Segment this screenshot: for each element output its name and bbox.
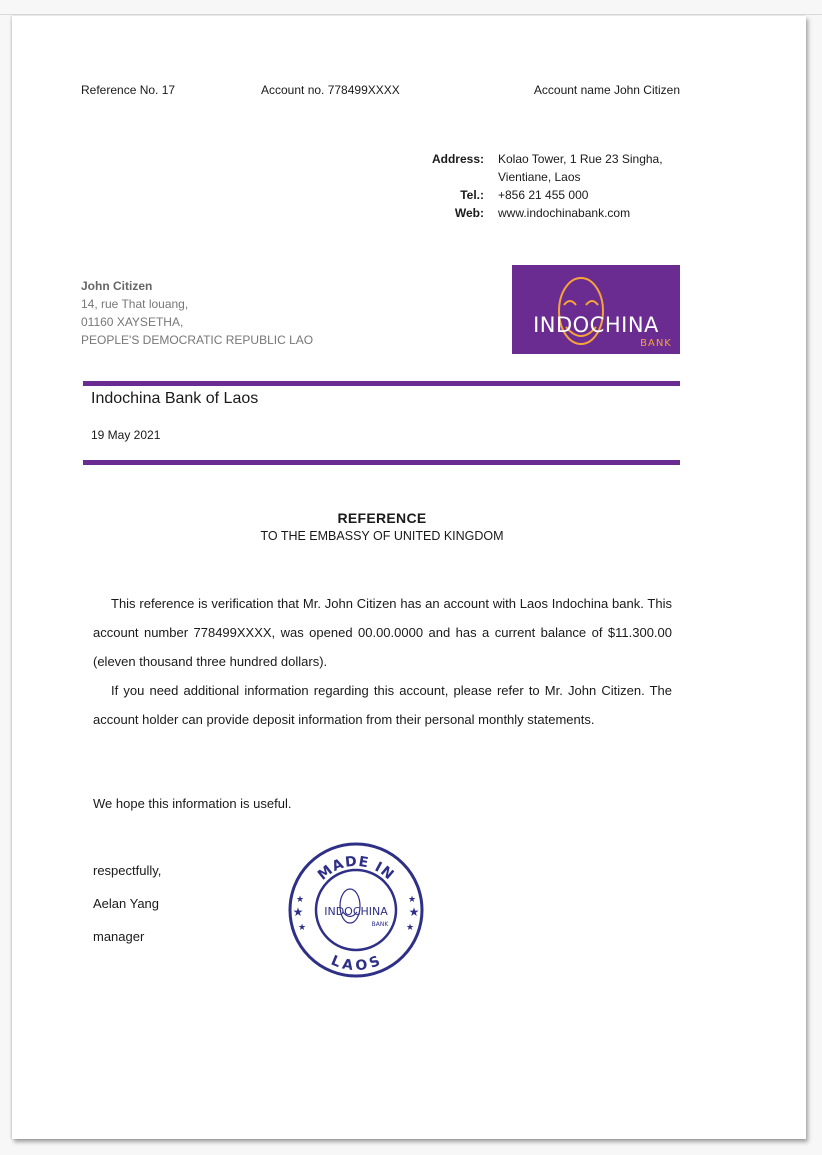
stamp-center-sub: BANK xyxy=(371,921,389,928)
star-icon: ★ xyxy=(295,895,305,905)
account-number: Account no. 778499XXXX xyxy=(261,83,400,97)
letter-date: 19 May 2021 xyxy=(91,428,161,442)
viewer-toolbar xyxy=(0,0,822,15)
signature-block xyxy=(93,854,161,953)
tel-value: +856 21 455 000 xyxy=(498,188,589,202)
recipient-address xyxy=(81,277,313,349)
star-icon: ★ xyxy=(297,923,307,933)
divider-top xyxy=(83,381,680,386)
signoff: respectfully, xyxy=(93,863,162,878)
logo-face-icon xyxy=(512,265,680,354)
recipient-line-3: PEOPLE'S DEMOCRATIC REPUBLIC LAO xyxy=(81,333,314,347)
document-page xyxy=(12,16,806,1139)
address-label: Address: xyxy=(431,152,484,166)
star-icon: ★ xyxy=(292,905,304,919)
tel-label: Tel.: xyxy=(460,188,484,202)
made-in-laos-stamp xyxy=(286,840,426,980)
account-name: Account name John Citizen xyxy=(533,83,680,97)
closing-line: We hope this information is useful. xyxy=(93,796,292,811)
star-icon: ★ xyxy=(407,895,417,905)
stamp-center-word: INDOCHINA xyxy=(324,905,388,918)
letter-body xyxy=(93,589,672,734)
signer-name: Aelan Yang xyxy=(93,896,160,911)
address-line-2: Vientiane, Laos xyxy=(498,170,581,184)
reference-number: Reference No. 17 xyxy=(81,83,176,97)
star-icon: ★ xyxy=(408,905,420,919)
body-paragraph-1: This reference is verification that Mr. John Citizen has an account with Laos Indochina bank. This account number 778499XXXX, was opened 00.00.0000 and has a current balance of $11.300.00 (eleven thousand three hundred dollars). xyxy=(93,596,672,669)
bank-name: Indochina Bank of Laos xyxy=(91,390,259,407)
web-value: www.indochinabank.com xyxy=(498,206,631,220)
letter-title: REFERENCE xyxy=(337,510,427,526)
recipient-line-2: 01160 XAYSETHA, xyxy=(81,315,184,329)
body-paragraph-2: If you need additional information regarding this account, please refer to Mr. John Citizen. The account holder can provide deposit information from their personal monthly statements. xyxy=(93,683,672,727)
recipient-line-1: 14, rue That louang, xyxy=(81,297,189,311)
stamp-seal-icon xyxy=(286,840,426,980)
logo-subword: BANK xyxy=(640,338,672,349)
signer-title: manager xyxy=(93,929,145,944)
stamp-top-text: MADE IN xyxy=(314,853,398,884)
divider-bottom xyxy=(83,460,680,465)
star-icon: ★ xyxy=(405,923,415,933)
logo-wordmark: INDOCHINA xyxy=(533,313,659,337)
web-label: Web: xyxy=(454,206,484,220)
bank-contact-block xyxy=(412,150,663,222)
letter-subtitle: TO THE EMBASSY OF UNITED KINGDOM xyxy=(260,529,504,543)
address-line-1: Kolao Tower, 1 Rue 23 Singha, xyxy=(498,152,663,166)
stamp-bottom-text: LAOS xyxy=(328,952,384,974)
recipient-name: John Citizen xyxy=(81,279,153,293)
indochina-bank-logo xyxy=(512,265,680,354)
